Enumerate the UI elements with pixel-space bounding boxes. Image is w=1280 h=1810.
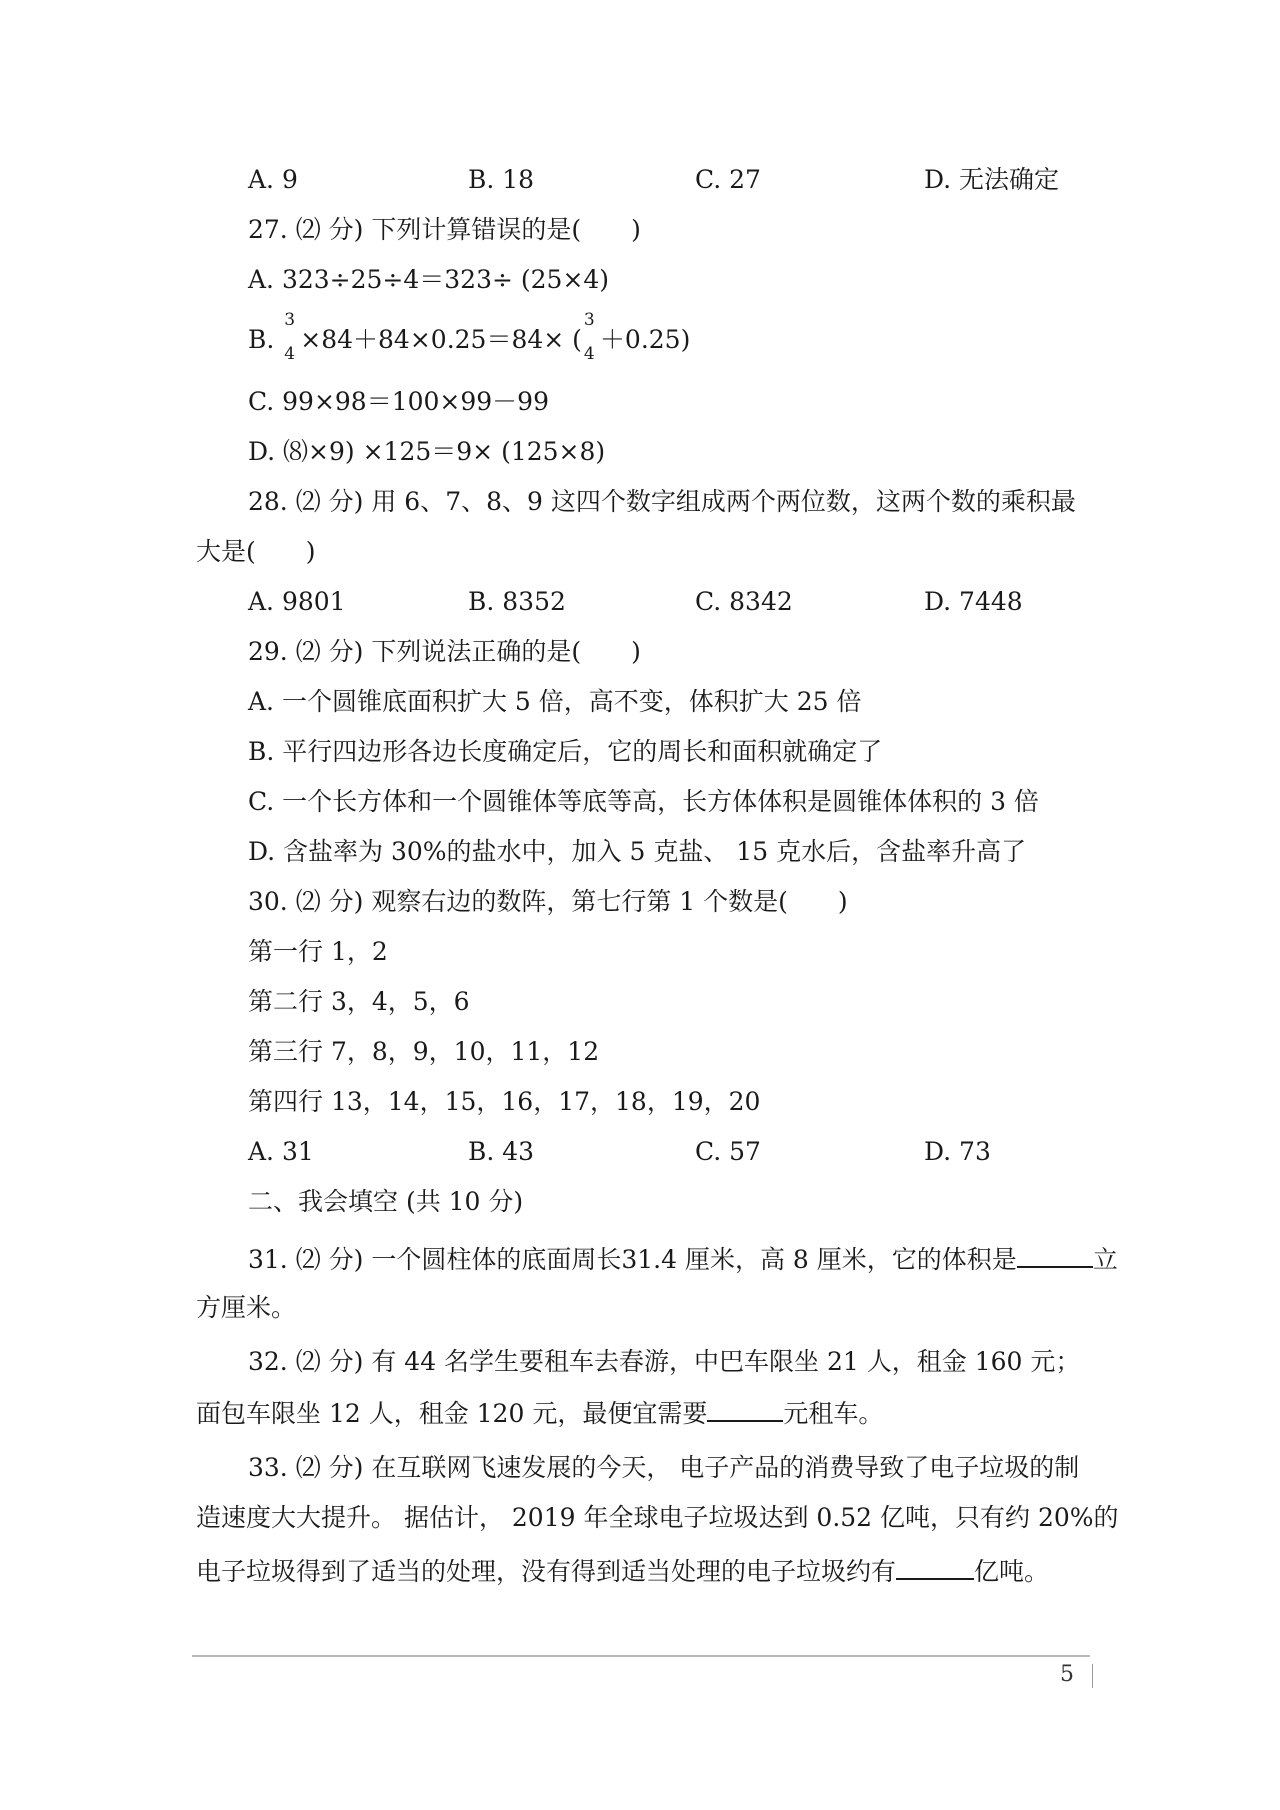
q30-row-1: 第一行 1，2 <box>248 937 388 966</box>
q31-line1 <box>248 1240 1118 1278</box>
q27-option-d: D. ⑻×9) ×125＝9× (125×8) <box>248 437 606 466</box>
q26-option-a: A. 9 <box>248 165 298 194</box>
q27-option-b <box>248 309 691 364</box>
fraction-numerator: 3 <box>284 309 296 330</box>
q30-stem: 30. ⑵ 分) 观察右边的数阵，第七行第 1 个数是( ) <box>248 887 848 916</box>
q30-row-2: 第二行 3，4，5，6 <box>248 987 470 1016</box>
page-number-separator <box>1092 1664 1093 1688</box>
q28-option-c: C. 8342 <box>695 587 793 616</box>
q33-answer-blank[interactable] <box>896 1552 974 1580</box>
q30-row-4: 第四行 13，14，15，16，17，18，19，20 <box>248 1087 761 1116</box>
footer-rule <box>192 1655 1090 1657</box>
q32-line1: 32. ⑵ 分) 有 44 名学生要租车去春游，中巴车限坐 21 人，租金 160 元； <box>248 1347 1081 1376</box>
fraction-numerator-2: 3 <box>583 309 595 330</box>
q27-b-middle: ×84＋84×0.25＝84× ( <box>300 325 582 354</box>
q33-text: 电子垃圾得到了适当的处理，没有得到适当处理的电子垃圾约有 <box>196 1557 897 1586</box>
q29-stem: 29. ⑵ 分) 下列说法正确的是( ) <box>248 637 641 666</box>
q28-option-d: D. 7448 <box>924 587 1023 616</box>
q32-answer-blank[interactable] <box>707 1394 783 1422</box>
q26-option-b: B. 18 <box>468 165 535 194</box>
q30-option-d: D. 73 <box>924 1137 991 1166</box>
q32-text-end: 元租车。 <box>783 1399 884 1428</box>
q27-option-a: A. 323÷25÷4＝323÷ (25×4) <box>248 265 610 294</box>
q32-text: 面包车限坐 12 人，租金 120 元，最便宜需要 <box>196 1399 708 1428</box>
q27-option-c: C. 99×98＝100×99－99 <box>248 387 549 416</box>
q30-option-b: B. 43 <box>468 1137 535 1166</box>
q29-option-a: A. 一个圆锥底面积扩大 5 倍，高不变，体积扩大 25 倍 <box>248 687 862 716</box>
q28-option-b: B. 8352 <box>468 587 566 616</box>
q33-line1: 33. ⑵ 分) 在互联网飞速发展的今天， 电子产品的消费导致了电子垃圾的制 <box>248 1453 1080 1482</box>
q30-row-3: 第三行 7，8，9，10，11，12 <box>248 1037 600 1066</box>
q28-stem-line1: 28. ⑵ 分) 用 6、7、8、9 这四个数字组成两个两位数，这两个数的乘积最 <box>248 487 1076 516</box>
section-heading: 二、我会填空 (共 10 分) <box>248 1187 524 1216</box>
q33-line2: 造速度大大提升。 据估计， 2019 年全球电子垃圾达到 0.52 亿吨，只有约 20%的 <box>196 1503 1119 1532</box>
q31-text: 31. ⑵ 分) 一个圆柱体的底面周长31.4 厘米，高 8 厘米，它的体积是 <box>248 1245 1017 1274</box>
q33-text-end: 亿吨。 <box>974 1557 1050 1586</box>
q30-option-a: A. 31 <box>248 1137 314 1166</box>
q31-line2: 方厘米。 <box>196 1293 297 1322</box>
q28-option-a: A. 9801 <box>248 587 346 616</box>
q29-option-c: C. 一个长方体和一个圆锥体等底等高，长方体体积是圆锥体体积的 3 倍 <box>248 787 1039 816</box>
q27-b-tail: ＋0.25) <box>599 325 691 354</box>
fraction-denominator-2: 4 <box>583 343 595 364</box>
fraction-three-quarters <box>282 309 300 364</box>
q26-option-c: C. 27 <box>695 165 761 194</box>
page-number: 5 <box>1060 1662 1074 1687</box>
q33-line3 <box>196 1552 1049 1590</box>
q27-stem: 27. ⑵ 分) 下列计算错误的是( ) <box>248 215 641 244</box>
fraction-three-quarters-2 <box>582 309 600 364</box>
q29-option-b: B. 平行四边形各边长度确定后，它的周长和面积就确定了 <box>248 737 883 766</box>
q27-b-prefix: B. <box>248 325 283 354</box>
q29-option-d: D. 含盐率为 30%的盐水中，加入 5 克盐、 15 克水后，含盐率升高了 <box>248 837 1027 866</box>
q28-stem-line2: 大是( ) <box>196 537 316 566</box>
q26-option-d: D. 无法确定 <box>924 165 1060 194</box>
q31-answer-blank[interactable] <box>1017 1240 1093 1268</box>
fraction-denominator: 4 <box>284 343 296 364</box>
q31-text-end: 立 <box>1092 1245 1118 1274</box>
q32-line2 <box>196 1394 883 1432</box>
q30-option-c: C. 57 <box>695 1137 761 1166</box>
